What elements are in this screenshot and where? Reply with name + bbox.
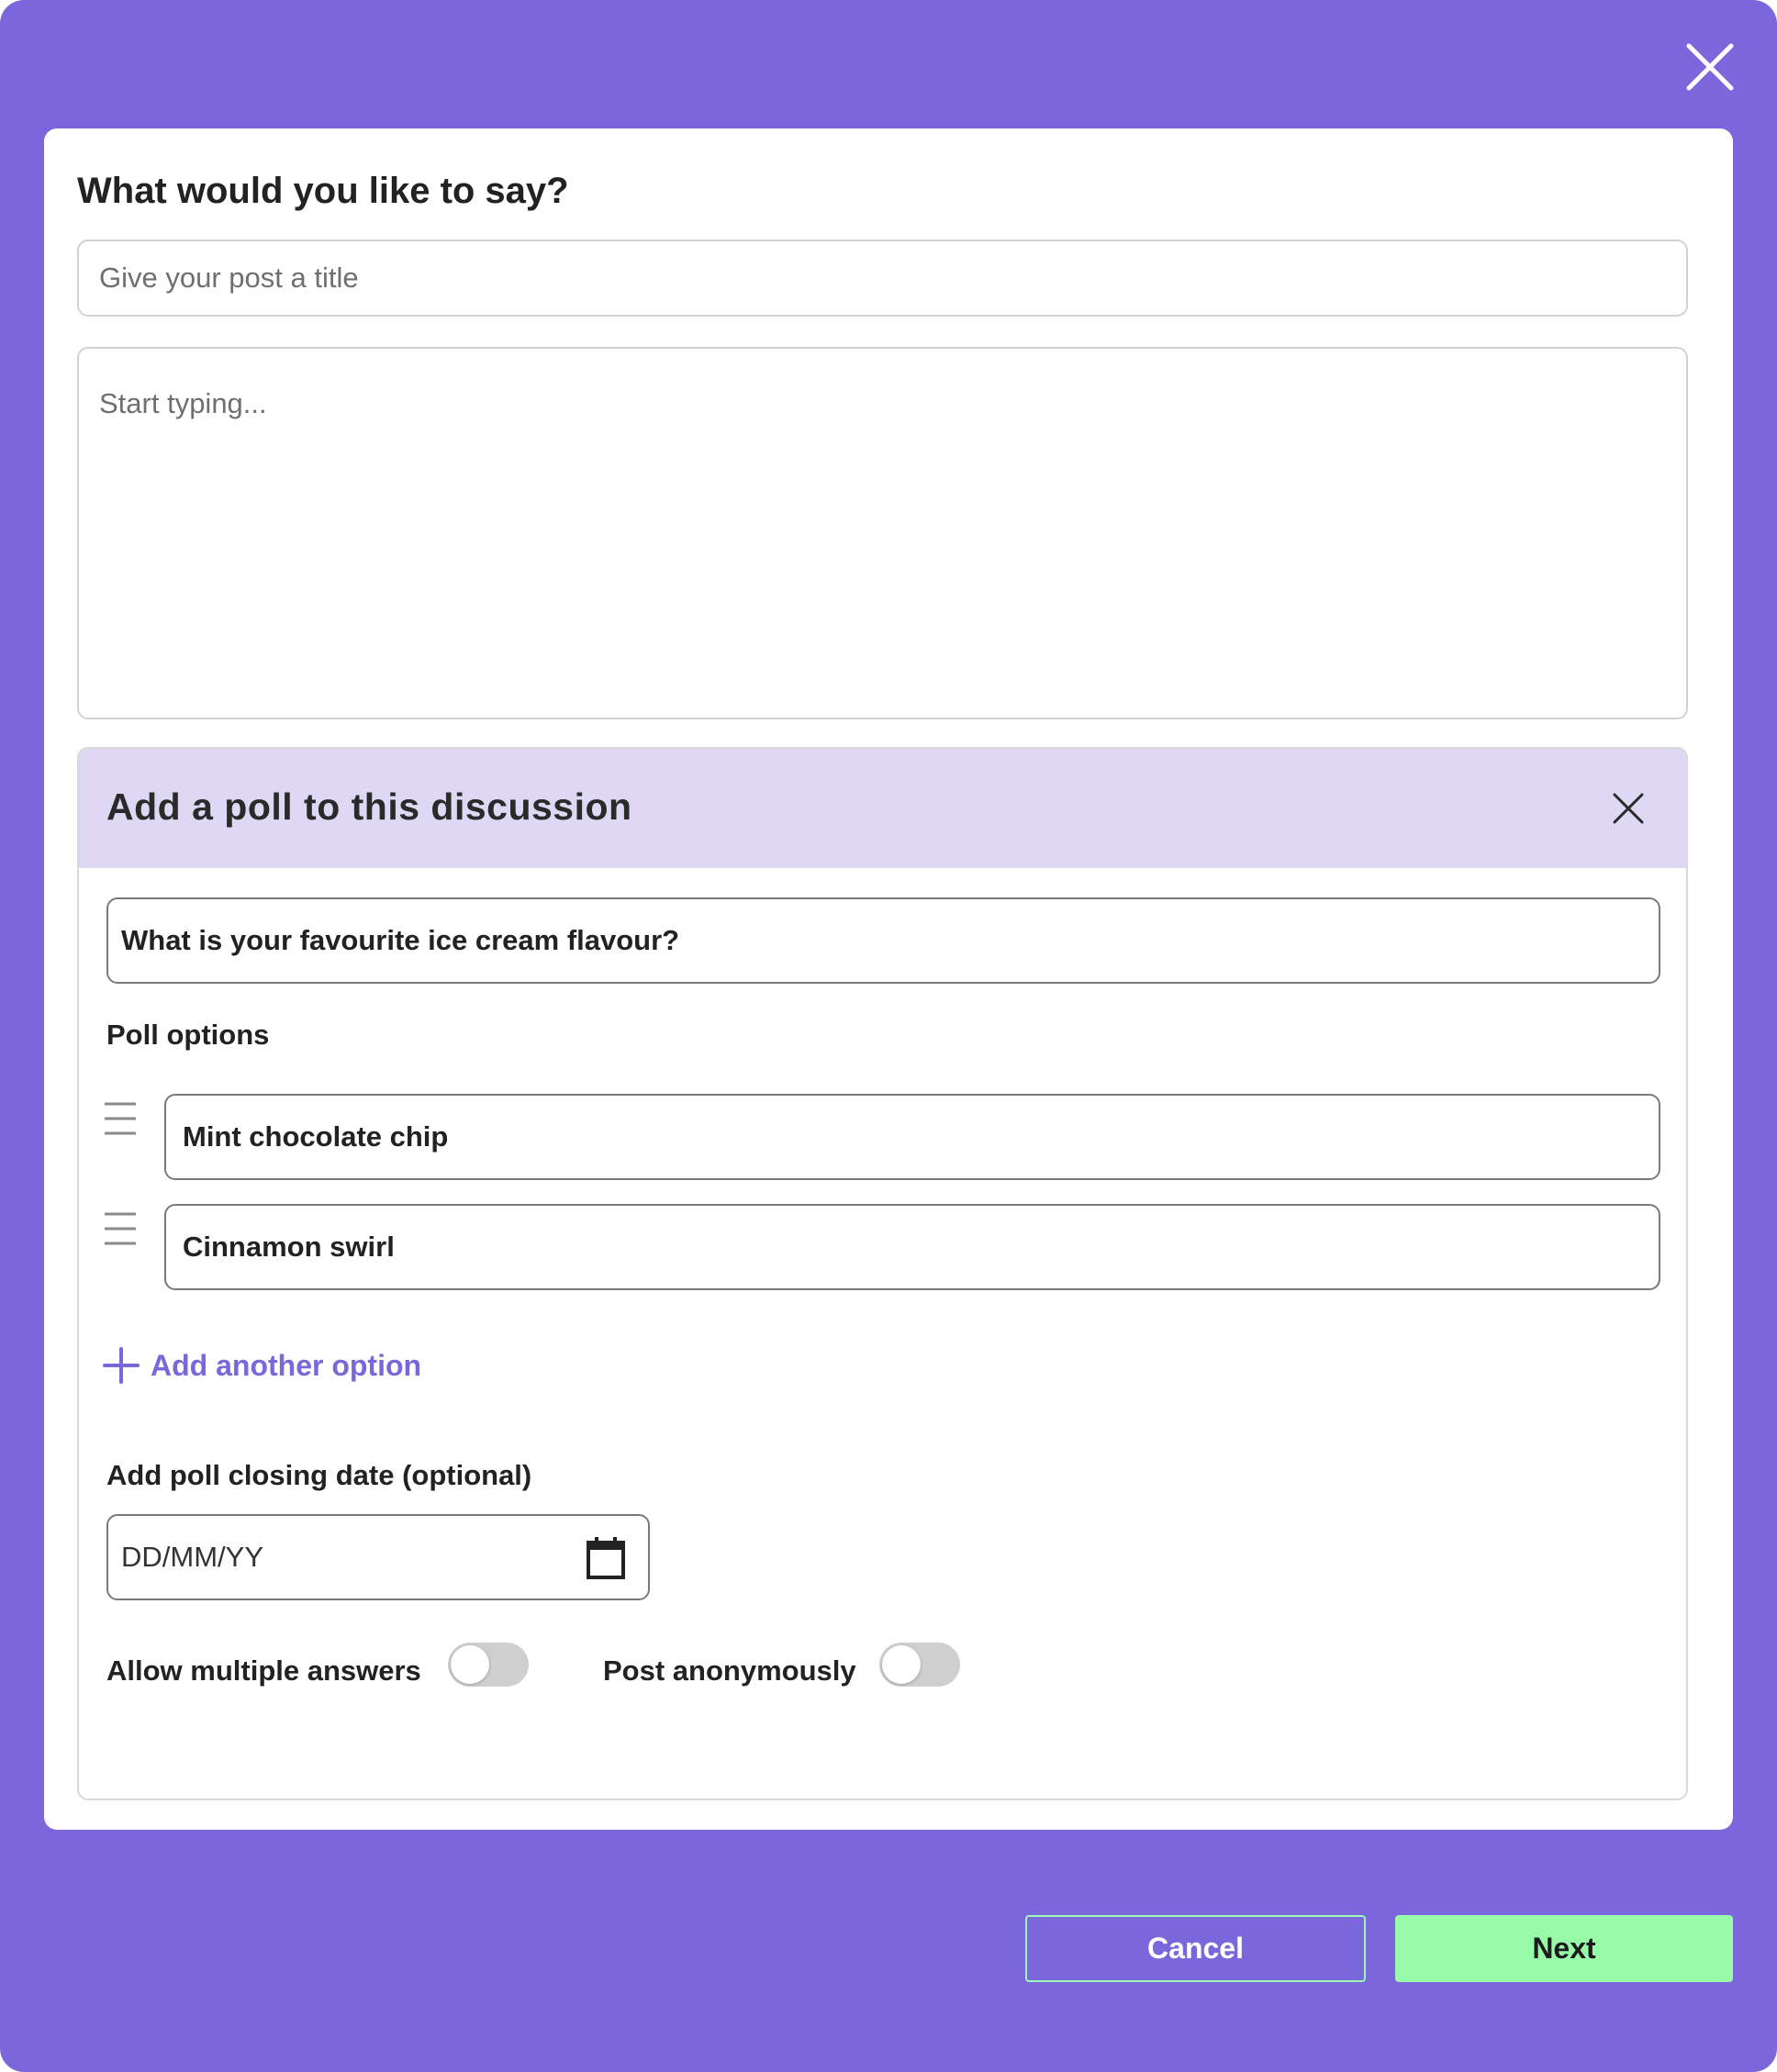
post-body-textarea[interactable] — [77, 347, 1688, 719]
allow-multiple-answers-toggle[interactable] — [448, 1643, 529, 1687]
drag-handle-icon[interactable] — [103, 1210, 138, 1247]
add-option-label: Add another option — [151, 1348, 422, 1382]
closing-date-input[interactable] — [121, 1516, 562, 1599]
cancel-button[interactable]: Cancel — [1025, 1915, 1366, 1982]
post-composer-card — [44, 128, 1733, 1830]
next-button[interactable]: Next — [1395, 1915, 1733, 1982]
plus-icon — [103, 1347, 140, 1384]
closing-date-field — [106, 1514, 650, 1600]
post-title-input[interactable] — [77, 240, 1688, 317]
poll-header — [79, 749, 1686, 868]
poll-section — [77, 747, 1688, 1800]
post-anonymously-toggle[interactable] — [879, 1643, 960, 1687]
closing-date-label: Add poll closing date (optional) — [106, 1459, 532, 1491]
allow-multiple-answers-label: Allow multiple answers — [106, 1654, 421, 1687]
close-icon[interactable] — [1612, 792, 1645, 825]
toggle-knob — [882, 1645, 921, 1684]
poll-options-label: Poll options — [106, 1019, 270, 1051]
poll-option-input[interactable] — [164, 1204, 1660, 1290]
calendar-icon[interactable] — [586, 1536, 626, 1580]
post-anonymously-label: Post anonymously — [603, 1654, 856, 1687]
poll-option-input[interactable] — [164, 1094, 1660, 1180]
add-option-button[interactable] — [103, 1345, 421, 1386]
composer-heading: What would you like to say? — [77, 171, 569, 211]
close-icon[interactable] — [1685, 42, 1735, 92]
poll-header-title: Add a poll to this discussion — [106, 785, 632, 828]
toggle-knob — [451, 1645, 489, 1684]
poll-question-input[interactable] — [106, 897, 1660, 984]
drag-handle-icon[interactable] — [103, 1100, 138, 1137]
